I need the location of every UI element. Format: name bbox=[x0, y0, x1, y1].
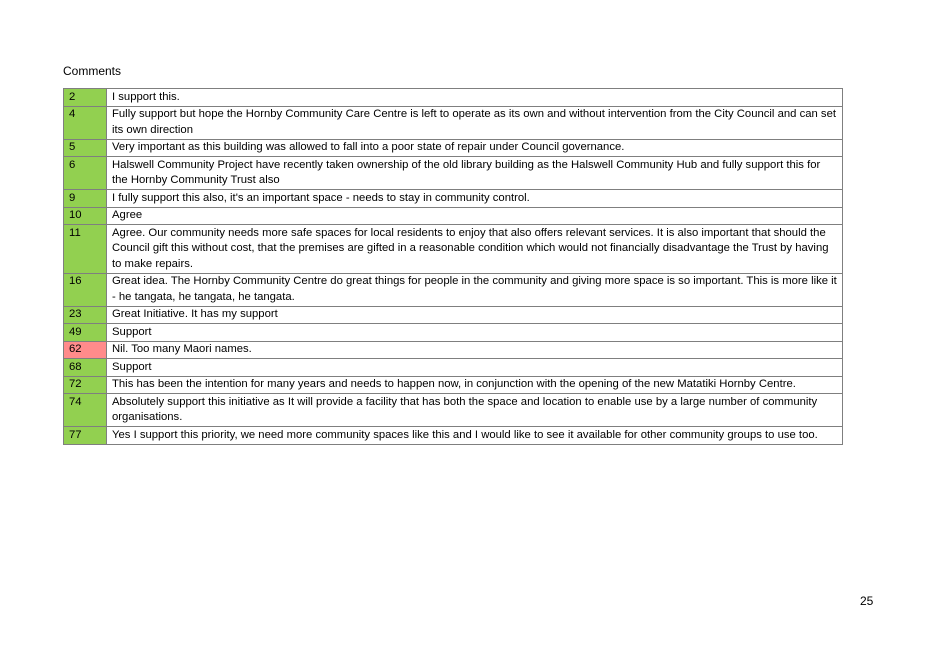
respondent-id-cell: 5 bbox=[64, 139, 107, 157]
comment-text-cell: Support bbox=[107, 324, 843, 342]
respondent-id-cell: 9 bbox=[64, 190, 107, 208]
respondent-id-cell: 4 bbox=[64, 106, 107, 139]
section-heading: Comments bbox=[63, 64, 122, 78]
table-row bbox=[64, 324, 843, 342]
table-row bbox=[64, 394, 843, 427]
comments-table bbox=[63, 88, 843, 445]
table-row bbox=[64, 190, 843, 208]
comment-text-cell: Support bbox=[107, 359, 843, 377]
comment-text-cell: Yes I support this priority, we need more community spaces like this and I would like to see it available for other community groups to use too. bbox=[107, 427, 843, 445]
comment-text-cell: Fully support but hope the Hornby Community Care Centre is left to operate as its own and without intervention from the City Council and can set its own direction bbox=[107, 106, 843, 139]
table-row bbox=[64, 106, 843, 139]
respondent-id-cell: 23 bbox=[64, 306, 107, 324]
comment-text-cell: Absolutely support this initiative as It will provide a facility that has both the space and location to enable use by a large number of community organisations. bbox=[107, 394, 843, 427]
table-row bbox=[64, 207, 843, 225]
table-row bbox=[64, 359, 843, 377]
comment-text-cell: Halswell Community Project have recently taken ownership of the old library building as the Halswell Community Hub and fully support this for the Hornby Community Trust also bbox=[107, 157, 843, 190]
comment-text-cell: I support this. bbox=[107, 89, 843, 107]
comment-text-cell: Agree. Our community needs more safe spaces for local residents to enjoy that also offers relevant services. It is also important that should the Council gift this without cost, that the premises are gifted in a reasonable condition which would not financially disadvantage the Trust by having to make repairs. bbox=[107, 225, 843, 274]
respondent-id-cell: 2 bbox=[64, 89, 107, 107]
table-row bbox=[64, 89, 843, 107]
respondent-id-cell: 49 bbox=[64, 324, 107, 342]
table-row bbox=[64, 306, 843, 324]
comment-text-cell: I fully support this also, it's an important space - needs to stay in community control. bbox=[107, 190, 843, 208]
table-row bbox=[64, 376, 843, 394]
respondent-id-cell: 74 bbox=[64, 394, 107, 427]
respondent-id-cell: 6 bbox=[64, 157, 107, 190]
table-row bbox=[64, 341, 843, 359]
comment-text-cell: Nil. Too many Maori names. bbox=[107, 341, 843, 359]
comment-text-cell: Very important as this building was allowed to fall into a poor state of repair under Council governance. bbox=[107, 139, 843, 157]
comment-text-cell: Great Initiative. It has my support bbox=[107, 306, 843, 324]
respondent-id-cell: 16 bbox=[64, 273, 107, 306]
respondent-id-cell: 72 bbox=[64, 376, 107, 394]
table-row bbox=[64, 225, 843, 274]
table-row bbox=[64, 157, 843, 190]
respondent-id-cell: 10 bbox=[64, 207, 107, 225]
table-row bbox=[64, 139, 843, 157]
comments-table-body bbox=[64, 89, 843, 445]
page-number: 25 bbox=[860, 594, 874, 608]
comment-text-cell: This has been the intention for many years and needs to happen now, in conjunction with the opening of the new Matatiki Hornby Centre. bbox=[107, 376, 843, 394]
comment-text-cell: Great idea. The Hornby Community Centre do great things for people in the community and giving more space is so important. This is more like it - he tangata, he tangata, he tangata. bbox=[107, 273, 843, 306]
comment-text-cell: Agree bbox=[107, 207, 843, 225]
table-row bbox=[64, 273, 843, 306]
respondent-id-cell: 68 bbox=[64, 359, 107, 377]
respondent-id-cell: 77 bbox=[64, 427, 107, 445]
respondent-id-cell: 62 bbox=[64, 341, 107, 359]
table-row bbox=[64, 427, 843, 445]
respondent-id-cell: 11 bbox=[64, 225, 107, 274]
